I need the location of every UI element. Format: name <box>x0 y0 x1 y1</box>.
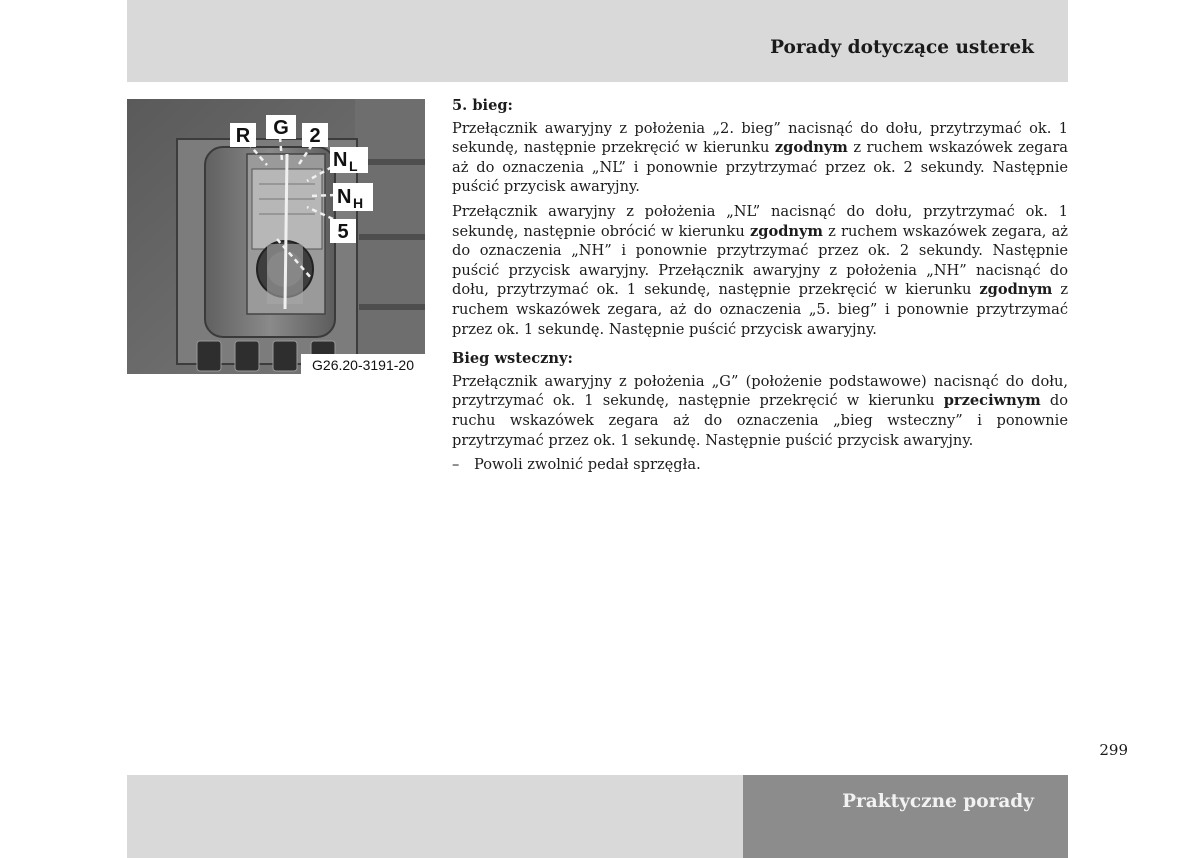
footer-band <box>127 775 743 858</box>
gear-switch-figure <box>127 99 425 374</box>
paragraph-5th-gear-2: Przełącznik awaryjny z położenia „NL” nacisnąć do dołu, przytrzymać ok. 1 sekundę, następnie obrócić w kierunku zgodnym z ruchem wskazówek zegara, aż do oznaczenia „NH” i ponownie przytrzymać przez ok. 2 sekundy. Następnie puścić przycisk awaryjny. Przełącznik awaryjny z położenia „NH” nacisnąć do dołu, przytrzymać ok. 1 sekundę, następnie przekręcić w kierunku zgodnym z ruchem wskazówek zegara, aż do oznaczenia „5. bieg” i ponownie przytrzymać przez ok. 1 sekundę. Następnie puścić przycisk awaryjny. <box>452 202 1069 338</box>
list-item-clutch <box>452 455 1068 475</box>
page-number: 299 <box>1099 741 1128 759</box>
paragraph-5th-gear-1: Przełącznik awaryjny z położenia „2. bieg” nacisnąć do dołu, przytrzymać ok. 1 sekundę, następnie przekręcić w kierunku zgodnym z ruchem wskazówek zegara aż do oznaczenia „NL” i ponownie przytrzymać przez ok. 2 sekundy. Następnie puścić przycisk awaryjny. <box>452 119 1069 196</box>
page-section-title: Porady dotyczące usterek <box>770 37 1034 58</box>
label-g: G <box>273 117 289 139</box>
label-nh-sub: H <box>353 195 364 211</box>
bullet-dash: – <box>452 456 460 474</box>
footer-section-tab <box>743 775 1068 858</box>
label-r: R <box>235 125 251 147</box>
label-5: 5 <box>337 221 349 243</box>
gear-switch-photo <box>127 99 425 374</box>
instructions-text <box>452 96 1068 475</box>
label-nl-sub: L <box>349 158 358 174</box>
section-heading-5th-gear: 5. bieg: <box>452 97 513 114</box>
bullet-text: Powoli zwolnić pedał sprzęgła. <box>474 456 701 474</box>
label-nl-main: N <box>333 149 348 171</box>
section-heading-reverse-gear: Bieg wsteczny: <box>452 350 573 368</box>
label-2: 2 <box>309 125 321 147</box>
figure-caption: G26.20-3191-20 <box>312 357 414 373</box>
paragraph-reverse-gear: Przełącznik awaryjny z położenia „G” (położenie podstawowe) nacisnąć do dołu, przytrzymać ok. 1 sekundę, następnie przekręcić w kierunku przeciwnym do ruchu wskazówek zegara aż do oznaczenia „bieg wsteczny” i ponownie przytrzymać przez ok. 1 sekundę. Następnie puścić przycisk awaryjny. <box>452 372 1068 449</box>
header-band <box>127 0 1068 82</box>
label-nh-main: N <box>337 186 352 208</box>
footer-section-title: Praktyczne porady <box>842 791 1034 812</box>
